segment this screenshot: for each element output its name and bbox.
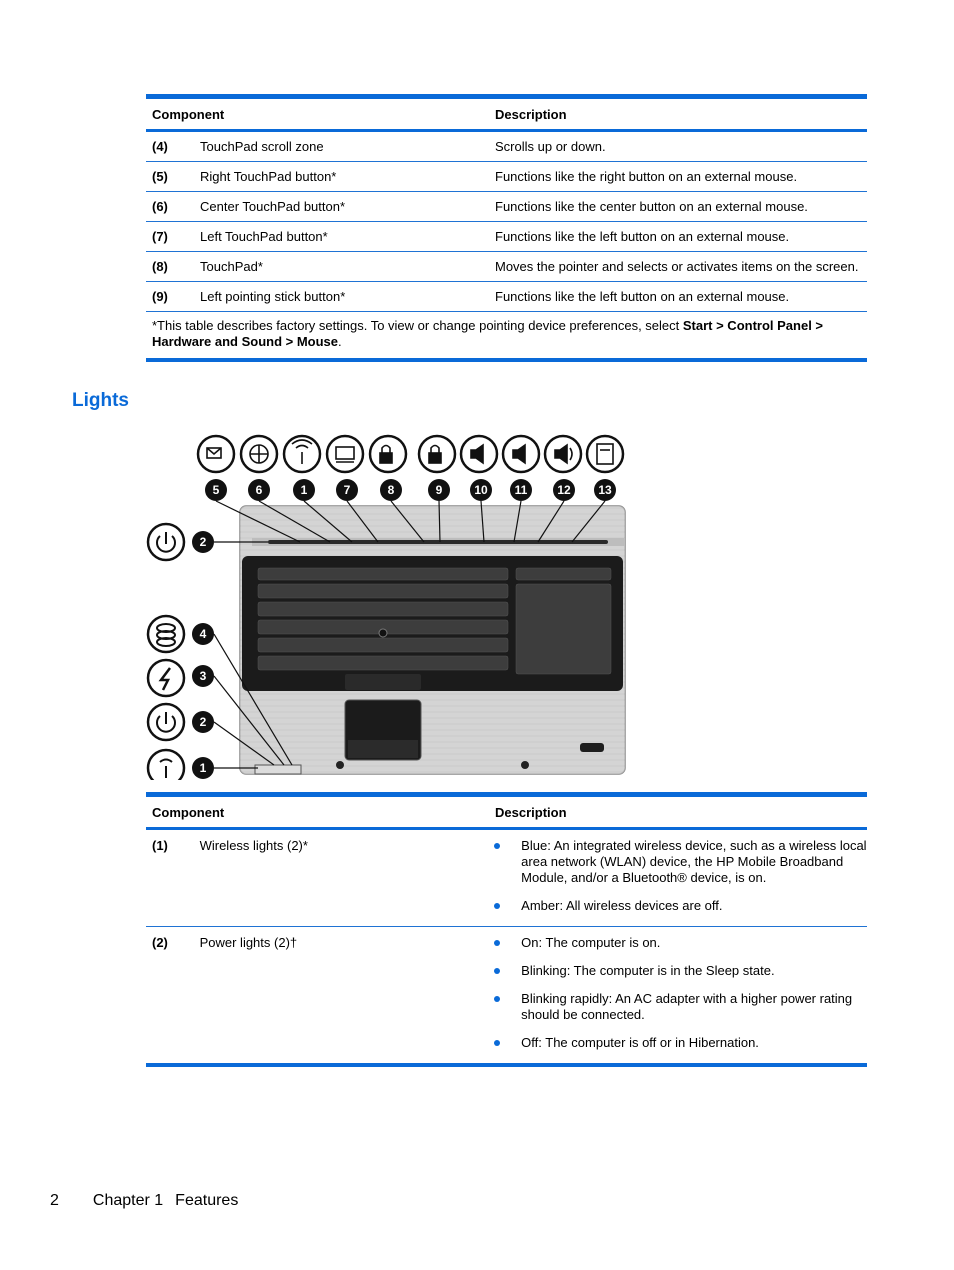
section-title: Lights: [72, 390, 129, 411]
table-footnote: [146, 312, 867, 358]
table-row: [146, 830, 867, 927]
table-header: [146, 797, 867, 827]
bullet-text: Off: The computer is off or in Hibernation.: [521, 1035, 759, 1050]
lights-figure: [140, 428, 635, 780]
bullet-icon: [494, 996, 500, 1002]
calculator-icon: [587, 436, 623, 472]
row-component: Center TouchPad button*: [200, 199, 346, 214]
table-row: [146, 222, 867, 252]
row-component: Left TouchPad button*: [200, 229, 328, 244]
bullet-text: Blue: An integrated wireless device, such as a wireless local area network (WLAN) device, the HP Mobile Broadband Module, and/or a Bluetooth® device, is on.: [521, 838, 867, 885]
row-description: Scrolls up or down.: [495, 139, 606, 154]
bullet-list: [486, 935, 867, 1063]
callout-label: 1: [199, 761, 207, 775]
callout-label: 7: [343, 483, 351, 497]
row-number: (8): [152, 259, 168, 274]
row-number: (9): [152, 289, 168, 304]
callout-label: 11: [514, 483, 528, 497]
list-item: [492, 991, 867, 1023]
list-item: [492, 898, 867, 914]
header-component: Component: [152, 804, 225, 820]
callout-label: 2: [199, 715, 207, 729]
callout-label: 4: [199, 627, 207, 641]
table-row: [146, 927, 867, 1063]
callout-label: 10: [474, 483, 488, 497]
row-number: (2): [152, 935, 168, 950]
header-description: Description: [495, 106, 567, 122]
row-component: Right TouchPad button*: [200, 169, 337, 184]
table-row: [146, 192, 867, 222]
bullet-icon: [494, 940, 500, 946]
callout-label: 13: [598, 483, 612, 497]
footnote-end: .: [338, 334, 342, 349]
row-component: TouchPad scroll zone: [200, 139, 324, 154]
row-component: Left pointing stick button*: [200, 289, 346, 304]
row-description: Functions like the left button on an external mouse.: [495, 229, 790, 244]
callout-label: 1: [300, 483, 308, 497]
table-row: [146, 132, 867, 162]
callout-label: 2: [199, 535, 207, 549]
list-item: [492, 838, 867, 886]
bullet-icon: [494, 903, 500, 909]
bullet-text: On: The computer is on.: [521, 935, 661, 950]
bullet-icon: [494, 968, 500, 974]
bullet-text: Amber: All wireless devices are off.: [521, 898, 723, 913]
laptop-illustration: [240, 506, 625, 774]
table-header: [146, 99, 867, 129]
callout-label: 12: [557, 483, 571, 497]
callout-label: 8: [387, 483, 395, 497]
footnote-text: *This table describes factory settings. To view or change pointing device preferences, select: [152, 318, 683, 333]
row-component: Wireless lights (2)*: [199, 838, 308, 853]
presentation-icon: [327, 436, 363, 472]
page-number: 2: [50, 1192, 59, 1209]
lights-components-table: [146, 792, 867, 1067]
row-number: (1): [152, 838, 168, 853]
table-bottom-rule: [146, 1063, 867, 1067]
table-row: [146, 252, 867, 282]
row-number: (4): [152, 139, 168, 154]
bullet-text: Blinking: The computer is in the Sleep state.: [521, 963, 775, 978]
page-footer: [50, 1192, 272, 1210]
header-component: Component: [152, 106, 225, 122]
bullet-icon: [494, 843, 500, 849]
row-description: Functions like the center button on an external mouse.: [495, 199, 808, 214]
table-bottom-rule: [146, 358, 867, 362]
touchpad-components-table: [146, 94, 867, 362]
list-item: [492, 935, 867, 951]
row-number: (6): [152, 199, 168, 214]
chapter-title: Features: [175, 1192, 239, 1209]
row-description: Functions like the right button on an external mouse.: [495, 169, 798, 184]
header-description: Description: [495, 804, 567, 820]
callout-label: 6: [255, 483, 263, 497]
callout-label: 5: [212, 483, 220, 497]
footnote-path: Start > Control Panel > Hardware and Sound > Mouse: [152, 318, 824, 349]
row-component: TouchPad*: [200, 259, 263, 274]
chapter-label: Chapter 1: [92, 1192, 164, 1209]
row-number: (5): [152, 169, 168, 184]
table-row: [146, 162, 867, 192]
row-description: Moves the pointer and selects or activates items on the screen.: [495, 259, 859, 274]
left-callouts: [192, 531, 214, 779]
bullet-list: [486, 838, 867, 926]
list-item: [492, 963, 867, 979]
bullet-text: Blinking rapidly: An AC adapter with a higher power rating should be connected.: [521, 991, 853, 1022]
list-item: [492, 1035, 867, 1051]
top-callouts: [205, 479, 616, 501]
battery-icon: [148, 660, 184, 696]
table-row: [146, 282, 867, 312]
callout-label: 9: [435, 483, 443, 497]
row-description: Functions like the left button on an external mouse.: [495, 289, 790, 304]
row-number: (7): [152, 229, 168, 244]
bullet-icon: [494, 1040, 500, 1046]
email-icon: [198, 436, 234, 472]
row-component: Power lights (2)†: [199, 935, 298, 950]
callout-label: 3: [199, 669, 207, 683]
